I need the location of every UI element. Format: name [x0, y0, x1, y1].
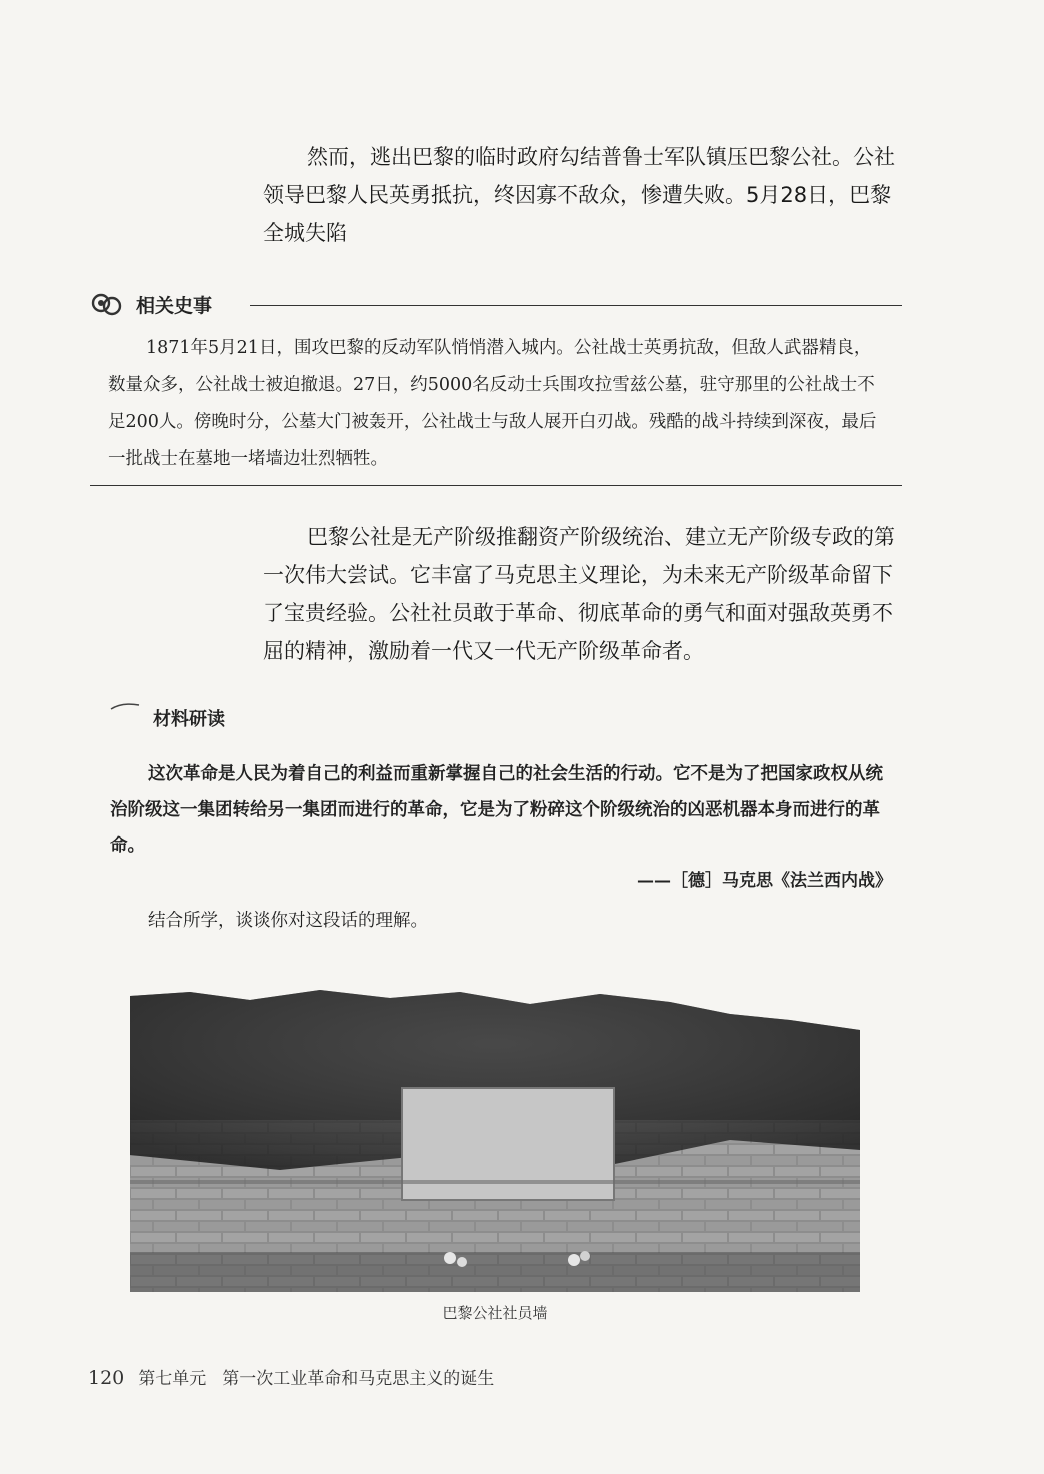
material-reading-quote: 这次革命是人民为着自己的利益而重新掌握自己的社会生活的行动。它不是为了把国家政权从统治阶级这一集团转给另一集团而进行的革命，它是为了粉碎这个阶级统治的凶恶机器本身而进行的革命。: [110, 764, 883, 856]
section-divider: [250, 305, 902, 306]
material-reading-title: 材料研读: [153, 709, 225, 730]
photo-caption: 巴黎公社社员墙: [442, 1304, 548, 1322]
related-history-header: [90, 290, 902, 322]
page-footer: [88, 1364, 494, 1389]
paragraph-paris-falls: 然而，逃出巴黎的临时政府勾结普鲁士军队镇压巴黎公社。公社领导巴黎人民英勇抵抗，终因寡不敌众，惨遭失败。5月28日，巴黎全城失陷: [263, 145, 895, 245]
communards-wall-photo: [130, 990, 860, 1292]
material-reading-mark: [110, 701, 140, 711]
unit-title: 第一次工业革命和马克思主义的诞生: [222, 1369, 495, 1389]
quote-source: ——［德］马克思《法兰西内战》: [637, 871, 892, 891]
related-history-icon: [90, 290, 124, 320]
related-history-body: 1871年5月21日，围攻巴黎的反动军队悄悄潜入城内。公社战士英勇抗敌，但敌人武器精良，数量众多，公社战士被迫撤退。27日，约5000名反动士兵围攻拉雪兹公墓，驻守那里的公社战士不足200人。傍晚时分，公墓大门被轰开，公社战士与敌人展开白刃战。残酷的战斗持续到深夜，最后一批战士在墓地一堵墙边壮烈牺牲。: [108, 338, 877, 469]
unit-label: 第七单元: [138, 1369, 207, 1389]
page-number: 120: [88, 1367, 125, 1389]
section-divider: [90, 485, 902, 486]
discussion-question: 结合所学，谈谈你对这段话的理解。: [148, 911, 428, 931]
related-history-title: 相关史事: [136, 295, 213, 317]
paragraph-commune-significance: 巴黎公社是无产阶级推翻资产阶级统治、建立无产阶级专政的第一次伟大尝试。它丰富了马克思主义理论，为未来无产阶级革命留下了宝贵经验。公社社员敢于革命、彻底革命的勇气和面对强敌英勇不屈的精神，激励着一代又一代无产阶级革命者。: [263, 525, 895, 663]
